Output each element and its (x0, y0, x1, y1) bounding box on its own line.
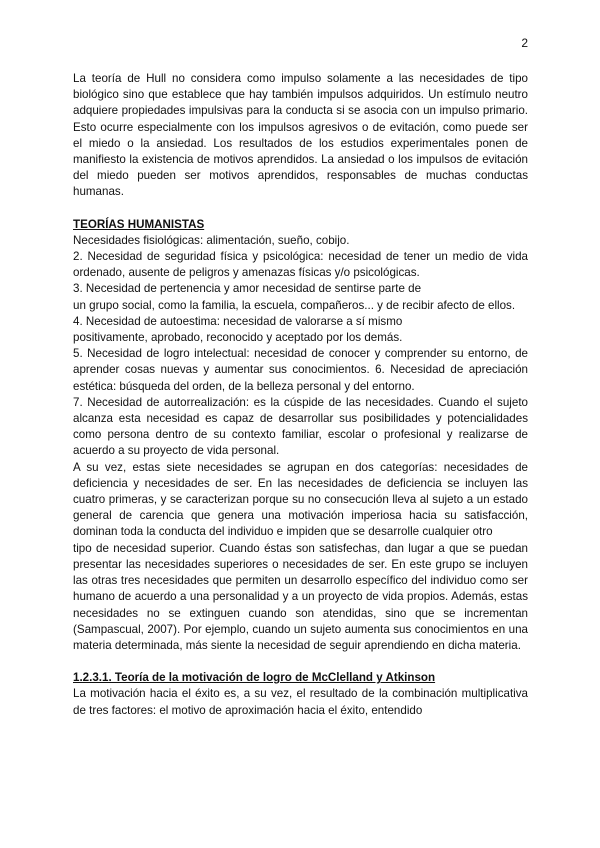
humanist-line-categories: A su vez, estas siete necesidades se agrupan en dos categorías: necesidades de deficiencia y necesidades de ser. En las necesidades de deficiencia se incluyen las cuatro primeras, y se caracterizan porque su no consecución lleva al sujeto a un estado general de carencia que genera una motivación imperiosa hacia su satisfacción, dominan toda la conducta del individuo e impiden que se desarrolle cualquier otro (73, 460, 528, 539)
section-gap (73, 654, 528, 670)
humanist-line-esteem-cont: positivamente, aprobado, reconocido y aceptado por los demás. (73, 331, 403, 345)
section-gap (73, 201, 528, 217)
humanist-line-esteem: 4. Necesidad de autoestima: necesidad de valorarse a sí mismo (73, 314, 403, 328)
section-heading-humanist: TEORÍAS HUMANISTAS (73, 217, 205, 231)
page-number: 2 (521, 36, 528, 50)
intro-paragraph: La teoría de Hull no considera como impulso solamente a las necesidades de tipo biológico sino que establece que hay también impulsos adquiridos. Un estímulo neutro adquiere propiedades impulsivas para la conducta si se asocia con un impulso primario. Esto ocurre especialmente con los impulsos agresivos o de evitación, como puede ser el miedo o la ansiedad. Los resultados de los estudios experimentales ponen de manifiesto la existencia de motivos aprendidos. La ansiedad o los impulsos de evitación del miedo pueden ser motivos aprendidos, responsables de muchas conductas humanas. (73, 72, 528, 199)
achievement-paragraph: La motivación hacia el éxito es, a su vez, el resultado de la combinación multiplicativa de tres factores: el motivo de aproximación hacia el éxito, entendido (73, 687, 528, 717)
humanist-line-security: 2. Necesidad de seguridad física y psicológica: necesidad de tener un medio de vida ordenado, ausente de peligros y amenazas físicas y/o psicológicas. (73, 250, 528, 280)
humanist-line-physiological: Necesidades fisiológicas: alimentación, sueño, cobijo. (73, 233, 350, 247)
humanist-line-self-actualization: 7. Necesidad de autorrealización: es la cúspide de las necesidades. Cuando el sujeto alcanza esta necesidad es capaz de desarrollar sus posibilidades y potencialidades como persona dentro de su contexto familiar, escolar o profesional y realizarse de acuerdo a su proyecto de vida personal. (73, 395, 528, 458)
humanist-line-superior: tipo de necesidad superior. Cuando éstas son satisfechas, dan lugar a que se puedan presentar las necesidades superiores o necesidades de ser. En este grupo se incluyen las otras tres necesidades que permiten un desarrollo específico del individuo como ser humano de acuerdo a una personalidad y a un proyecto de vida propios. Además, estas necesidades no se extinguen cuando son atendidas, sino que se incrementan (Sampascual, 2007). Por ejemplo, cuando un sujeto aumenta sus conocimientos en una materia determinada, más siente la necesidad de seguir aprendiendo en dicha materia. (73, 541, 528, 652)
section-heading-achievement: 1.2.3.1. Teoría de la motivación de logro de McClelland y Atkinson (73, 671, 436, 685)
humanist-line-belonging-cont: un grupo social, como la familia, la escuela, compañeros... y de recibir afecto de ellos. (73, 298, 516, 312)
humanist-line-intellectual: 5. Necesidad de logro intelectual: necesidad de conocer y comprender su entorno, de aprender cosas nuevas y aumentar sus conocimientos. 6. Necesidad de apreciación estética: búsqueda del orden, de la belleza personal y del entorno. (73, 347, 528, 393)
page-content (73, 71, 528, 719)
humanist-line-belonging: 3. Necesidad de pertenencia y amor necesidad de sentirse parte de (73, 282, 422, 296)
